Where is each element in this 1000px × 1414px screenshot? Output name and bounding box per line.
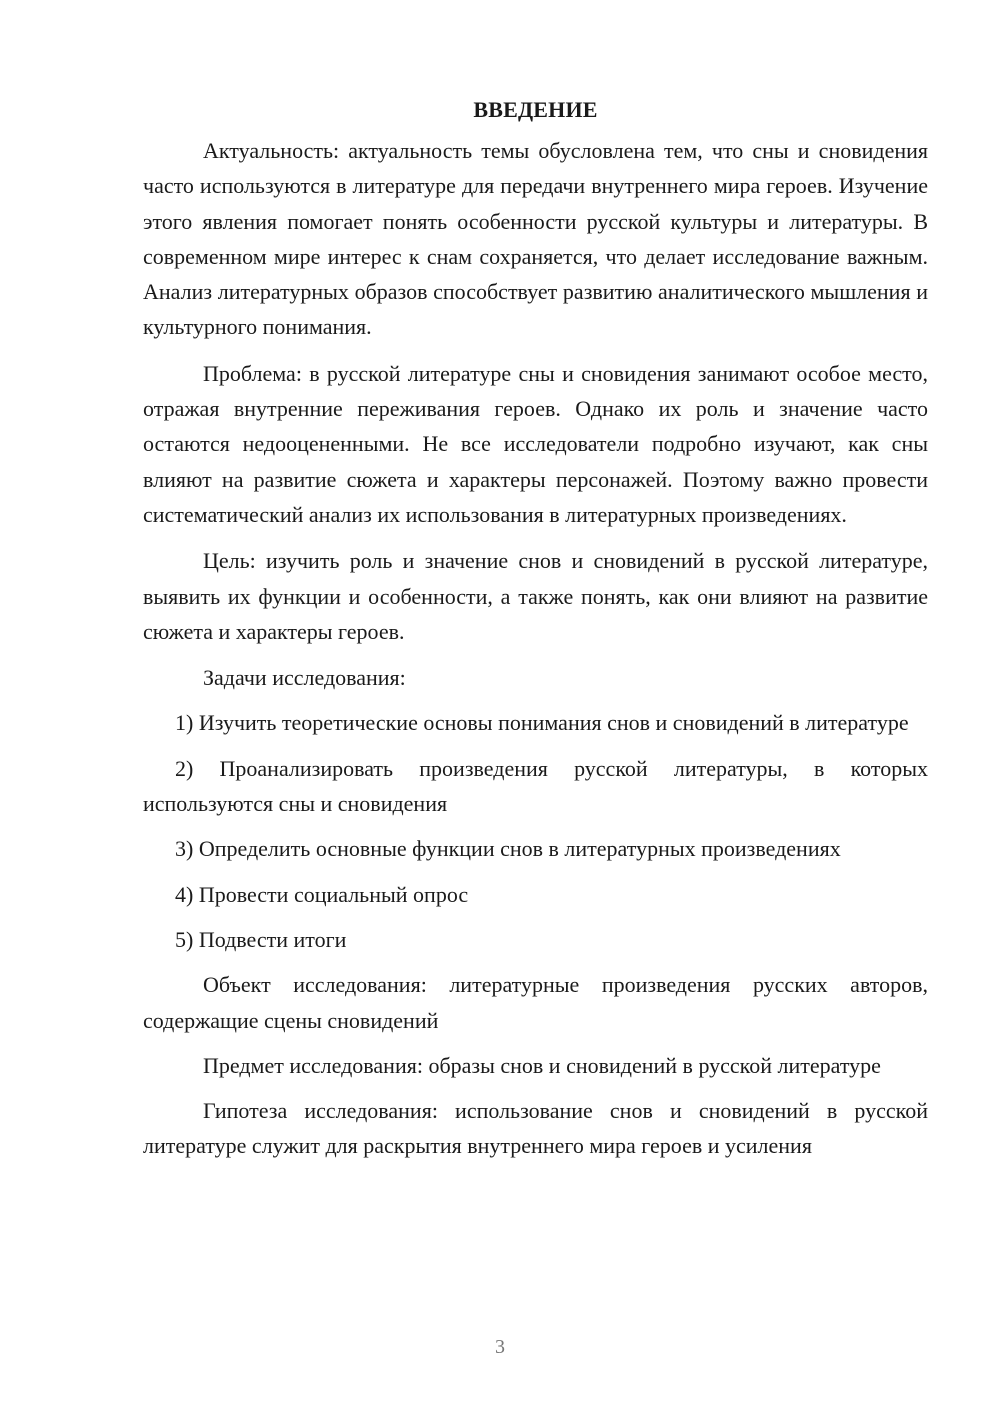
page-title: ВВЕДЕНИЕ bbox=[473, 97, 598, 122]
task-item: 4) Провести социальный опрос bbox=[175, 881, 469, 907]
task-item: 5) Подвести итоги bbox=[175, 926, 347, 952]
page-number: 3 bbox=[495, 1336, 505, 1358]
relevance-paragraph: Актуальность: актуальность темы обусловлена тем, что сны и сновидения часто используются в литературе для передачи внутреннего мира героев. Изучение этого явления помогает понять особенности русской культуры и литературы. В современном мире интерес к снам сохраняется, что делает исследование важным. Анализ литературных образов способствует развитию аналитического мышления и культурного понимания. bbox=[143, 138, 928, 340]
problem-paragraph: Проблема: в русской литературе сны и сновидения занимают особое место, отражая внутренние переживания героев. Однако их роль и значение часто остаются недооцененными. Не все исследователи подробно изучают, как сны влияют на развитие сюжета и характеры персонажей. Поэтому важно провести систематический анализ их использования в литературных произведениях. bbox=[143, 360, 928, 527]
goal-paragraph: Цель: изучить роль и значение снов и сновидений в русской литературе, выявить их функции и особенности, а также понять, как они влияют на развитие сюжета и характеры героев. bbox=[143, 548, 928, 644]
hypothesis-paragraph: Гипотеза исследования: использование снов и сновидений в русской литературе служит для раскрытия внутреннего мира героев и усиления bbox=[143, 1098, 928, 1159]
subject-paragraph: Предмет исследования: образы снов и сновидений в русской литературе bbox=[203, 1052, 881, 1078]
task-item: 1) Изучить теоретические основы понимания снов и сновидений в литературе bbox=[175, 710, 909, 736]
document-page bbox=[143, 95, 928, 1164]
task-item: 2) Проанализировать произведения русской литературы, в которых используются сны и сновидения bbox=[143, 755, 928, 817]
object-paragraph: Объект исследования: литературные произведения русских авторов, содержащие сцены сновидений bbox=[143, 972, 928, 1033]
tasks-title: Задачи исследования: bbox=[203, 665, 406, 691]
task-item: 3) Определить основные функции снов в литературных произведениях bbox=[175, 836, 841, 862]
